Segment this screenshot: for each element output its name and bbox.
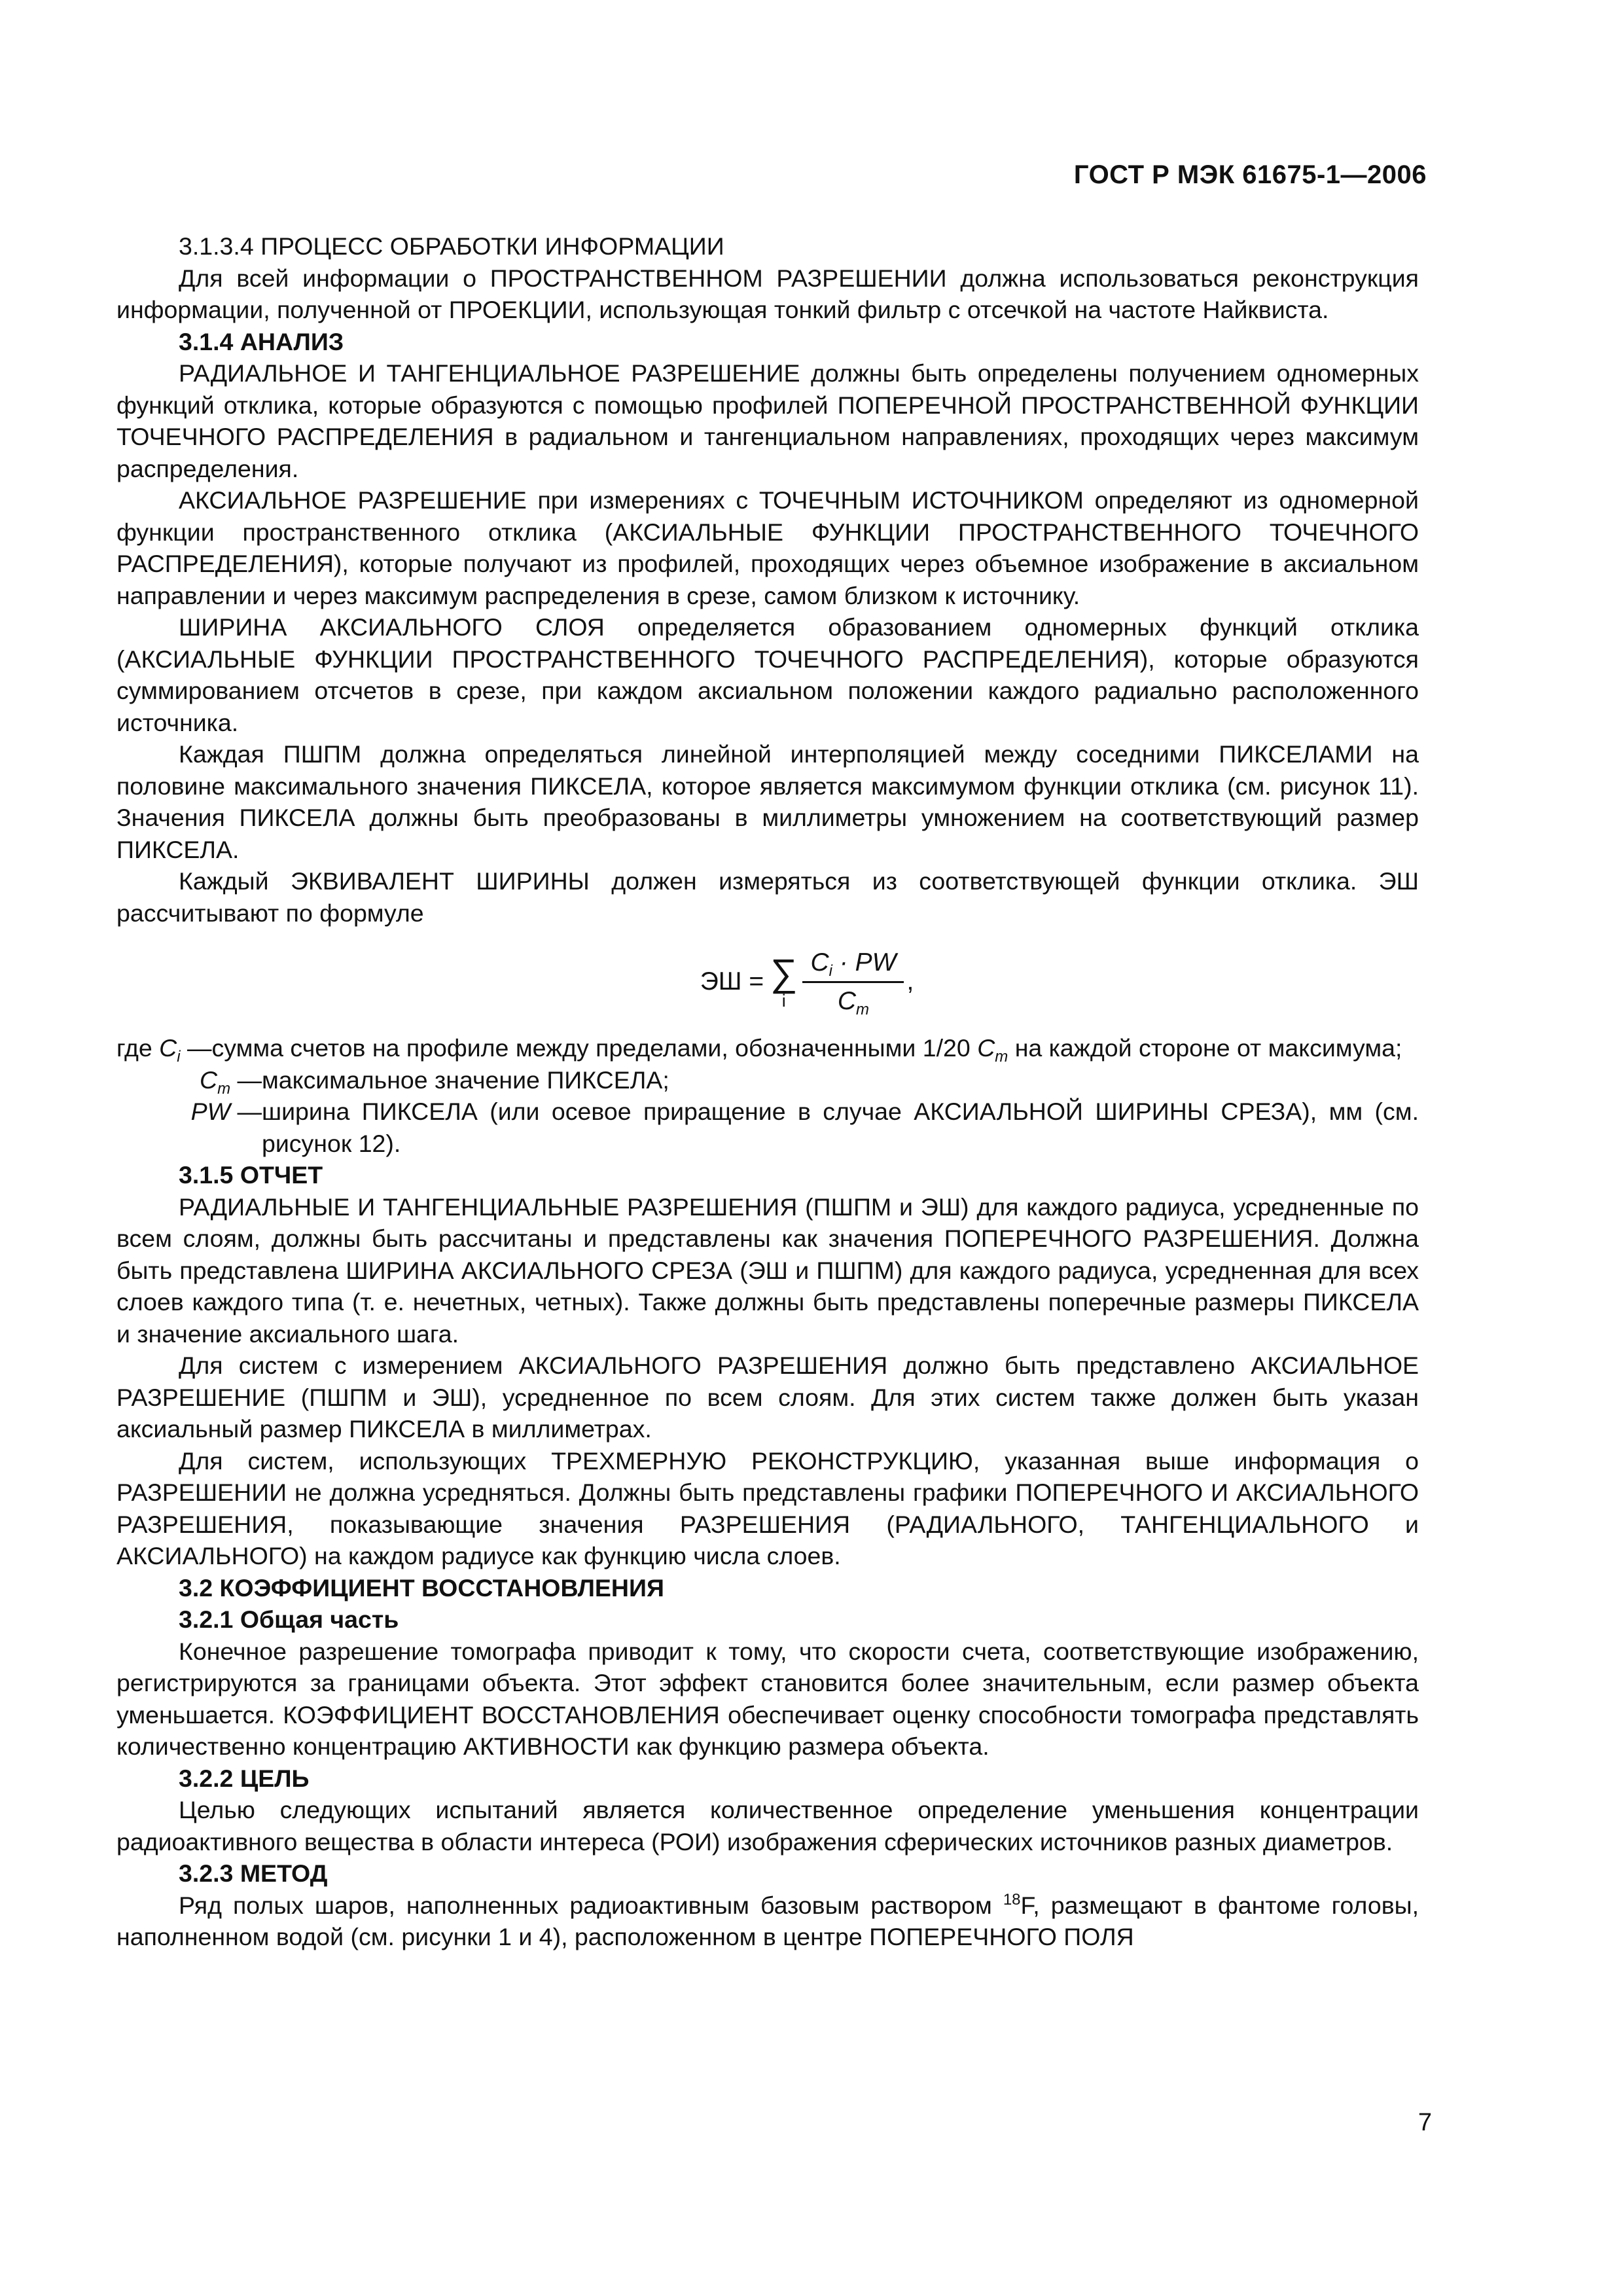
section-3-1-5-paragraph-1: РАДИАЛЬНЫЕ И ТАНГЕНЦИАЛЬНЫЕ РАЗРЕШЕНИЯ (ПШПМ и ЭШ) для каждого радиуса, усредненные по всем слоям, должны быть рассчитаны и представлены как значения ПОПЕРЕЧНОГО РАЗРЕШЕНИЯ. Должна быть представлена ШИРИНА АКСИАЛЬНОГО СРЕЗА (ЭШ и ПШПМ) для каждого радиуса, усредненная для всех слоев каждого типа (т. е. нечетных, четных). Также должны быть представлены поперечные размеры ПИКСЕЛА и значение аксиального шага. bbox=[116, 1193, 1419, 1348]
definition-cm: $C_m$ — максимальное значение ПИКСЕЛА; bbox=[199, 1066, 669, 1098]
page-number: 7 bbox=[1418, 2109, 1432, 2136]
fraction-denominator: $C_m$ bbox=[837, 986, 870, 1018]
definition-ci: где $C_i$ — сумма счетов на профиле между пределами, обозначенными 1/20 $C_m$ на каждой стороне от максимума; bbox=[116, 1034, 1402, 1066]
section-3-1-3-4-paragraph: Для всей информации о ПРОСТРАНСТВЕННОМ РАЗРЕШЕНИИ должна использоваться реконструкция информации, полученной от ПРОЕКЦИИ, использующая тонкий фильтр с отсечкой на частоте Найквиста. bbox=[116, 264, 1419, 323]
section-3-1-4-paragraph-2: АКСИАЛЬНОЕ РАЗРЕШЕНИЕ при измерениях с ТОЧЕЧНЫМ ИСТОЧНИКОМ определяют из одномерной функции пространственного отклика (АКСИАЛЬНЫЕ ФУНКЦИИ ПРОСТРАНСТВЕННОГО ТОЧЕЧНОГО РАСПРЕДЕЛЕНИЯ), которые получают из профилей, проходящих через объемное изображение в аксиальном направлении и через максимум распределения в срезе, самом близком к источнику. bbox=[116, 486, 1419, 609]
section-3-1-5-paragraph-2: Для систем с измерением АКСИАЛЬНОГО РАЗРЕШЕНИЯ должно быть представлено АКСИАЛЬНОЕ РАЗРЕШЕНИЕ (ПШПМ и ЭШ), усредненное по всем слоям. Для этих систем также должен быть указан аксиальный размер ПИКСЕЛА в миллиметрах. bbox=[116, 1352, 1419, 1443]
formula-lhs: ЭШ = bbox=[700, 967, 764, 996]
fraction-numerator: $C_i$ · PW bbox=[802, 948, 904, 983]
section-3-1-5-paragraph-3: Для систем, использующих ТРЕХМЕРНУЮ РЕКОНСТРУКЦИЮ, указанная выше информация о РАЗРЕШЕНИИ не должна усредняться. Должны быть представлены графики ПОПЕРЕЧНОГО И АКСИАЛЬНОГО РАЗРЕШЕНИЯ, показывающие значения РАЗРЕШЕНИЯ (РАДИАЛЬНОГО, ТАНГЕНЦИАЛЬНОГО и АКСИАЛЬНОГО) на каждом радиусе как функцию числа слоев. bbox=[116, 1446, 1419, 1570]
formula-definitions bbox=[116, 1032, 1419, 1159]
formula-fraction bbox=[802, 948, 904, 1016]
section-3-2-1-heading: 3.2.1 Общая часть bbox=[179, 1605, 399, 1633]
section-3-2-heading: 3.2 КОЭФФИЦИЕНТ ВОССТАНОВЛЕНИЯ bbox=[179, 1573, 664, 1602]
section-3-1-4-paragraph-4: Каждая ПШПМ должна определяться линейной интерполяцией между соседними ПИКСЕЛАМИ на половине максимального значения ПИКСЕЛА, которое является максимумом функции отклика (см. рисунок 11). Значения ПИКСЕЛА должны быть преобразованы в миллиметры умножением на соответствующий размер ПИКСЕЛА. bbox=[116, 740, 1419, 863]
section-3-1-5-heading: 3.1.5 ОТЧЕТ bbox=[179, 1161, 323, 1189]
document-body bbox=[116, 230, 1419, 1953]
section-3-1-4-heading: 3.1.4 АНАЛИЗ bbox=[179, 327, 344, 355]
section-3-2-1-paragraph: Конечное разрешение томографа приводит к тому, что скорости счета, соответствующие изображению, регистрируются за границами объекта. Этот эффект становится более значительным, если размер объекта уменьшается. КОЭФФИЦИЕНТ ВОССТАНОВЛЕНИЯ обеспечивает оценку способности томографа представлять количественно концентрацию АКТИВНОСТИ как функцию размера объекта. bbox=[116, 1637, 1419, 1760]
section-3-1-4-paragraph-1: РАДИАЛЬНОЕ И ТАНГЕНЦИАЛЬНОЕ РАЗРЕШЕНИЕ должны быть определены получением одномерных функций отклика, которые образуются с помощью профилей ПОПЕРЕЧНОЙ ПРОСТРАНСТВЕННОЙ ФУНКЦИИ ТОЧЕЧНОГО РАСПРЕДЕЛЕНИЯ в радиальном и тангенциальном направлениях, проходящих через максимум распределения. bbox=[116, 359, 1419, 482]
formula-sum bbox=[770, 954, 797, 1009]
ew-formula bbox=[116, 933, 1419, 1031]
sum-index: i bbox=[781, 991, 786, 1011]
section-3-2-3-paragraph: Ряд полых шаров, наполненных радиоактивным базовым раствором $^{18}$F, размещают в фантоме головы, наполненном водой (см. рисунки 1 и 4), расположенном в центре ПОПЕРЕЧНОГО ПОЛЯ bbox=[116, 1890, 1419, 1950]
section-3-1-3-4-heading: 3.1.3.4 ПРОЦЕСС ОБРАБОТКИ ИНФОРМАЦИИ bbox=[179, 232, 724, 260]
sigma-symbol: ∑ bbox=[770, 952, 798, 994]
standard-designation: ГОСТ Р МЭК 61675-1—2006 bbox=[1073, 160, 1427, 189]
definition-pw: PW — ширина ПИКСЕЛА (или осевое приращение в случае АКСИАЛЬНОЙ ШИРИНЫ СРЕЗА), мм (см. рисунок 12). bbox=[190, 1098, 1419, 1157]
section-3-1-4-paragraph-3: ШИРИНА АКСИАЛЬНОГО СЛОЯ определяется образованием одномерных функций отклика (АКСИАЛЬНЫЕ ФУНКЦИИ ПРОСТРАНСТВЕННОГО ТОЧЕЧНОГО РАСПРЕДЕЛЕНИЯ), которые образуются суммированием отсчетов в срезе, при каждом аксиальном положении каждого радиально расположенного источника. bbox=[116, 613, 1419, 736]
section-3-1-4-paragraph-5: Каждый ЭКВИВАЛЕНТ ШИРИНЫ должен измеряться из соответствующей функции отклика. ЭШ рассчитывают по формуле bbox=[116, 867, 1419, 927]
section-3-2-3-heading: 3.2.3 МЕТОД bbox=[179, 1859, 328, 1887]
section-3-2-2-heading: 3.2.2 ЦЕЛЬ bbox=[179, 1764, 310, 1792]
formula-comma: , bbox=[906, 967, 914, 996]
section-3-2-2-paragraph: Целью следующих испытаний является количественное определение уменьшения концентрации радиоактивного вещества в области интереса (РОИ) изображения сферических источников разных диаметров. bbox=[116, 1796, 1419, 1856]
